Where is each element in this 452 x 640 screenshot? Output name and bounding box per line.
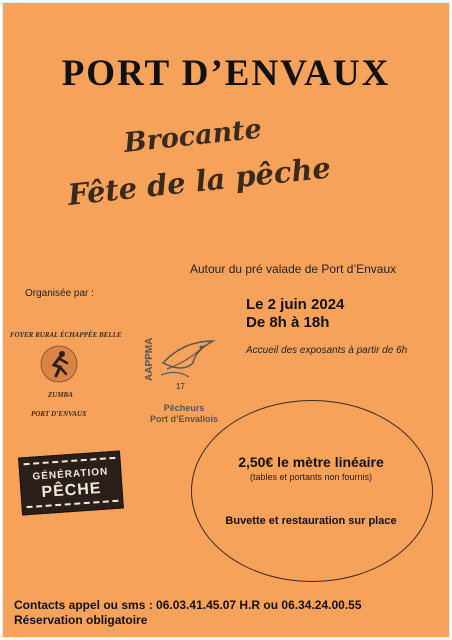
contacts-block — [14, 598, 362, 628]
subtitle-fete-peche: Fête de la pêche — [66, 150, 333, 212]
pecheurs-line2: Port d’Envallois — [149, 414, 218, 424]
generation-peche-logo — [18, 451, 124, 516]
subtitle-brocante: Brocante — [122, 113, 264, 159]
logo-dash-top — [24, 457, 116, 465]
poster-title: PORT D’ENVAUX — [61, 53, 391, 94]
aappma-number: 17 — [176, 382, 185, 391]
event-hours: De 8h à 18h — [246, 314, 330, 331]
exhibitor-welcome: Accueil des exposants à partir de 6h — [246, 345, 408, 356]
foyer-rural-label: FOYER RURAL ÉCHAPPÉE BELLE — [10, 331, 122, 339]
price-ellipse — [191, 400, 433, 582]
contact-phones: Contacts appel ou sms : 06.03.41.45.07 H.R ou 06.34.24.00.55 — [14, 598, 362, 612]
price-per-meter: 2,50€ le mètre linéaire — [238, 454, 384, 470]
pecheurs-label — [134, 403, 234, 425]
price-note: (tables et portants non fournis) — [249, 472, 373, 482]
aappma-text: AAPPMA — [144, 337, 155, 381]
pecheurs-line1: Pêcheurs — [163, 403, 205, 413]
zumba-label: ZUMBA — [48, 391, 73, 399]
event-date: Le 2 juin 2024 — [246, 296, 345, 313]
generation-text: GÉNÉRATION — [32, 466, 109, 483]
event-location: Autour du pré valade de Port d’Envaux — [190, 262, 397, 276]
port-envaux-small-label: PORT D’ENVAUX — [31, 410, 87, 418]
organized-by-label: Organisée par : — [25, 288, 94, 299]
date-block — [246, 296, 344, 332]
zumba-logo-icon — [40, 345, 78, 383]
reservation-note: Réservation obligatoire — [14, 613, 148, 627]
peche-text: PÊCHE — [40, 479, 103, 502]
buvette-info: Buvette et restauration sur place — [225, 515, 397, 527]
aappma-fish-logo-icon — [143, 333, 221, 395]
